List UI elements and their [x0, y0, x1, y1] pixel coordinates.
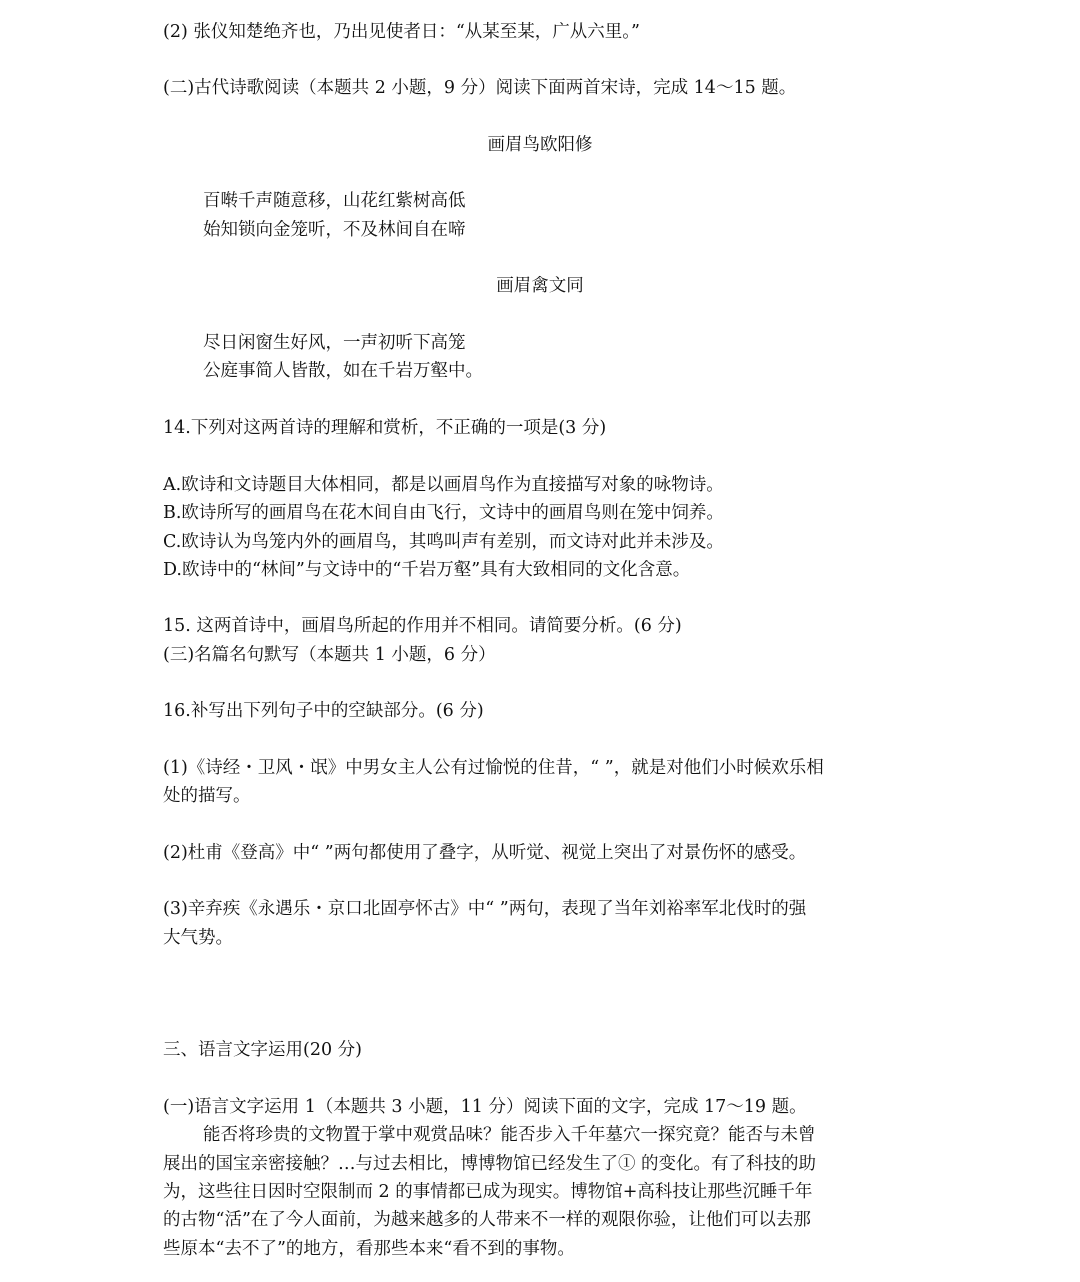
question-16-3-line-1: (3)辛弃疾《永遇乐・京口北固亭怀古》中“ ”两句，表现了当年刘裕率军北伐时的强 — [163, 899, 807, 919]
question-16: 16.补写出下列句子中的空缺部分。(6 分) — [163, 701, 484, 721]
passage-line-3: 为，这些往日因时空限制而 2 的事情都已成为现实。博物馆+高科技让那些沉睡千年 — [163, 1182, 813, 1202]
question-14: 14.下列对这两首诗的理解和赏析，不正确的一项是(3 分) — [163, 418, 607, 438]
question-14-option-b: B.欧诗所写的画眉鸟在花木间自由飞行，文诗中的画眉鸟则在笼中饲养。 — [163, 503, 724, 523]
passage-line-4: 的古物“活”在了今人面前，为越来越多的人带来不一样的观限你验，让他们可以去那 — [163, 1210, 811, 1230]
passage-line-1: 能否将珍贵的文物置于掌中观赏品味？能否步入千年墓穴一探究竟？能否与未曾 — [203, 1125, 816, 1145]
question-16-1-line-2: 处的描写。 — [163, 786, 251, 806]
passage-line-5: 些原本“去不了”的地方，看那些本来“看不到的事物。 — [163, 1239, 575, 1259]
question-16-2: (2)杜甫《登高》中“ ”两句都使用了叠字，从听觉、视觉上突出了对景伤怀的感受。 — [163, 843, 807, 863]
question-16-1-line-1: (1)《诗经・卫风・氓》中男女主人公有过愉悦的住昔，“ ”，就是对他们小时候欢乐相 — [163, 758, 824, 778]
classical-question-2: (2) 张仪知楚绝齐也，乃出见使者日：“从某至某，广从六里。” — [163, 22, 640, 42]
dictation-section-heading: (三)名篇名句默写（本题共 1 小题，6 分） — [163, 645, 496, 665]
poem-1-line-2: 始知锁向金笼听，不及林间自在啼 — [203, 220, 466, 240]
part-3-heading: 三、语言文字运用(20 分) — [163, 1040, 362, 1060]
poetry-section-heading: (二)古代诗歌阅读（本题共 2 小题，9 分）阅读下面两首宋诗，完成 14～15 题。 — [163, 78, 797, 98]
poem-2-title: 画眉禽文同 — [496, 276, 584, 296]
poem-2-line-1: 尽日闲窗生好风，一声初听下高笼 — [203, 333, 466, 353]
question-14-option-a: A.欧诗和文诗题目大体相同，都是以画眉鸟作为直接描写对象的咏物诗。 — [163, 475, 724, 495]
poem-1-title: 画眉鸟欧阳修 — [487, 135, 593, 155]
question-14-option-d: D.欧诗中的“林间”与文诗中的“千岩万壑”具有大致相同的文化含意。 — [163, 560, 691, 580]
passage-line-2: 展出的国宝亲密接触？…与过去相比，博博物馆已经发生了① 的变化。有了科技的助 — [163, 1154, 817, 1174]
question-16-3-line-2: 大气势。 — [163, 928, 233, 948]
poem-1-line-1: 百啭千声随意移，山花红紫树高低 — [203, 191, 466, 211]
language-use-1-heading: (一)语言文字运用 1（本题共 3 小题，11 分）阅读下面的文字，完成 17～19 题。 — [163, 1097, 807, 1117]
question-14-option-c: C.欧诗认为鸟笼内外的画眉鸟，其鸣叫声有差别，而文诗对此并未涉及。 — [163, 532, 724, 552]
question-15: 15. 这两首诗中，画眉鸟所起的作用并不相同。请简要分析。(6 分) — [163, 616, 682, 636]
poem-2-line-2: 公庭事简人皆散，如在千岩万壑中。 — [203, 361, 483, 381]
